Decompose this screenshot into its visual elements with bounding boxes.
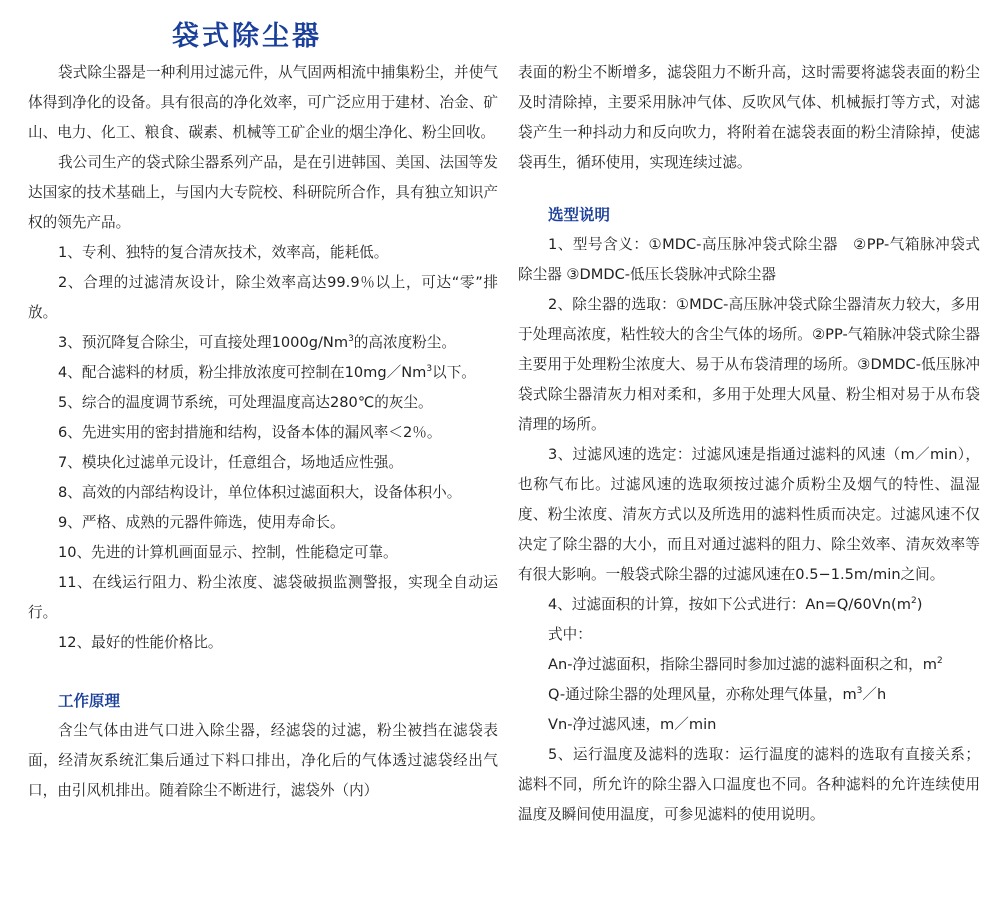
formula-variable-vn: Vn-净过滤风速，m／min bbox=[548, 716, 717, 733]
feature-item: 1、专利、独特的复合清灰技术，效率高，能耗低。 bbox=[58, 244, 389, 261]
working-principle-continued: 表面的粉尘不断增多，滤袋阻力不断升高，这时需要将滤袋表面的粉尘及时清除掉，主要采用脉冲气体、反吹风气体、机械振打等方式，对滤袋产生一种抖动力和反向吹力，将附着在滤袋表面的粉尘清除掉，使滤袋再生，循环使用，实现连续过滤。 bbox=[518, 64, 980, 171]
intro-paragraph-2: 我公司生产的袋式除尘器系列产品，是在引进韩国、美国、法国等发达国家的技术基础上，与国内大专院校、科研院所合作，具有独立知识产权的领先产品。 bbox=[28, 154, 498, 231]
formula-where-label: 式中： bbox=[548, 626, 592, 643]
right-column bbox=[518, 58, 980, 830]
feature-item: 6、先进实用的密封措施和结构，设备本体的漏风率＜2％。 bbox=[58, 424, 442, 441]
selection-item: 5、运行温度及滤料的选取：运行温度的滤料的选取有直接关系；滤料不同，所允许的除尘器入口温度也不同。各种滤料的允许连续使用温度及瞬间使用温度，可参见滤料的使用说明。 bbox=[518, 746, 980, 823]
selection-item: 1、型号含义：①MDC-高压脉冲袋式除尘器 ②PP-气箱脉冲袋式除尘器 ③DMDC-低压长袋脉冲式除尘器 bbox=[518, 236, 980, 283]
formula-line: 4、过滤面积的计算，按如下公式进行：$An=Q/60Vn(m^2)$ bbox=[548, 596, 923, 613]
feature-item: 11、在线运行阻力、粉尘浓度、滤袋破损监测警报，实现全自动运行。 bbox=[28, 574, 498, 621]
feature-item: 12、最好的性能价格比。 bbox=[58, 634, 223, 651]
working-principle-paragraph: 含尘气体由进气口进入除尘器，经滤袋的过滤，粉尘被挡在滤袋表面，经清灰系统汇集后通过下料口排出，净化后的气体透过滤袋经出气口，由引风机排出。随着除尘不断进行，滤袋外（内） bbox=[28, 722, 498, 799]
section-heading-working-principle: 工作原理 bbox=[58, 692, 121, 710]
left-column bbox=[28, 58, 498, 806]
feature-item: 9、严格、成熟的元器件筛选，使用寿命长。 bbox=[58, 514, 345, 531]
feature-item: 3、预沉降复合除尘，可直接处理1000g/Nm$^3$的高浓度粉尘。 bbox=[58, 334, 456, 351]
selection-item: 3、过滤风速的选定：过滤风速是指通过滤料的风速（m／min），也称气布比。过滤风速的选取须按过滤介质粉尘及烟气的特性、温湿度、粉尘浓度、清灰方式以及所选用的滤料性质而决定。过滤风速不仅决定了除尘器的大小，而且对通过滤料的阻力、除尘效率、清灰效率等有很大影响。一般袋式除尘器的过滤风速在0.5−1.5m/min之间。 bbox=[518, 446, 980, 583]
selection-item: 2、除尘器的选取：①MDC-高压脉冲袋式除尘器清灰力较大，多用于处理高浓度，粘性较大的含尘气体的场所。②PP-气箱脉冲袋式除尘器主要用于处理粉尘浓度大、易于从布袋清理的场所。③DMDC-低压脉冲袋式除尘器清灰力相对柔和，多用于处理大风量、粉尘相对易于从布袋清理的场所。 bbox=[518, 296, 980, 433]
feature-item: 5、综合的温度调节系统，可处理温度高达280℃的灰尘。 bbox=[58, 394, 433, 411]
formula-variable-q: Q-通过除尘器的处理风量，亦称处理气体量，$m^3/h$ bbox=[548, 686, 887, 703]
page-title: 袋式除尘器 bbox=[172, 21, 322, 52]
feature-item: 8、高效的内部结构设计，单位体积过滤面积大，设备体积小。 bbox=[58, 484, 462, 501]
section-heading-selection-guide: 选型说明 bbox=[548, 206, 611, 224]
intro-paragraph-1: 袋式除尘器是一种利用过滤元件，从气固两相流中捕集粉尘，并使气体得到净化的设备。具有很高的净化效率，可广泛应用于建材、冶金、矿山、电力、化工、粮食、碳素、机械等工矿企业的烟尘净化、粉尘回收。 bbox=[28, 64, 498, 141]
feature-item: 2、合理的过滤清灰设计，除尘效率高达99.9％以上，可达“零”排放。 bbox=[28, 274, 498, 321]
feature-item: 7、模块化过滤单元设计，任意组合，场地适应性强。 bbox=[58, 454, 403, 471]
feature-item: 10、先进的计算机画面显示、控制，性能稳定可靠。 bbox=[58, 544, 398, 561]
feature-item: 4、配合滤料的材质，粉尘排放浓度可控制在10mg／Nm$^3$以下。 bbox=[58, 364, 476, 381]
formula-variable-an: An-净过滤面积，指除尘器同时参加过滤的滤料面积之和，$m^2$ bbox=[548, 656, 943, 673]
